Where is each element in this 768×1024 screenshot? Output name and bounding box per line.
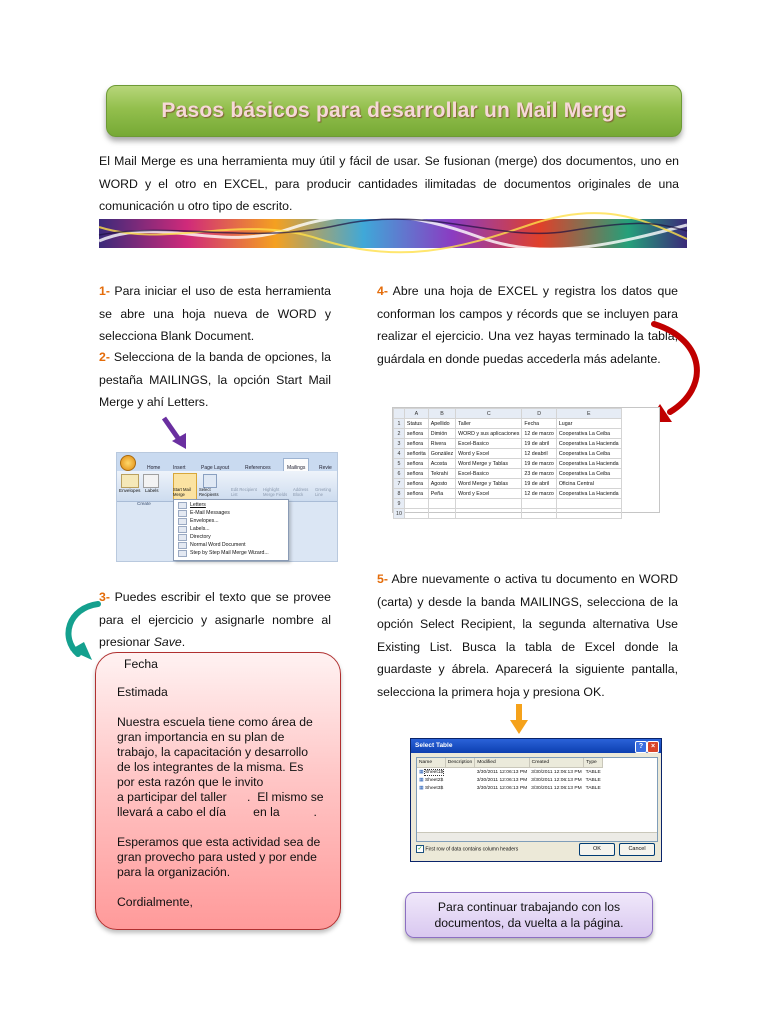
excel-cell: González [428,449,455,459]
menu-item-directory[interactable]: Directory [190,534,211,540]
help-icon[interactable]: ? [635,741,647,753]
excel-cell: Word Merge y Tablas [456,479,522,489]
excel-cell: Cooperativa La Ceiba [556,449,621,459]
excel-cell: señora [404,469,428,479]
excel-row [394,499,622,509]
excel-cell: Fecha [522,419,556,429]
excel-cell [404,499,428,509]
letter-body-line: a participar del taller . El mismo se [117,790,324,804]
excel-cell: 12 de marzo [522,429,556,439]
letter-body-line: Esperamos que esta actividad sea de [117,835,321,849]
tab-references: References [245,465,271,471]
letter-body-line: gran provecho para usted y por ende [117,850,317,864]
sheet-cell: 3/30/2011 12:06:13 PM [531,785,582,791]
step-text: Abre una hoja de EXCEL y registra los datos que conforman los campos y récords que se incluyen para realizar el ejercicio. Una vez hayas terminado la tabla, guárdala en donde puedas accederla más adelante. [377,284,678,366]
sheet-table-icon: ▦ [419,770,425,775]
excel-cell [428,499,455,509]
office-button-icon [120,455,136,471]
list-column-header[interactable]: Name [417,758,445,768]
excel-row-number: 8 [394,489,405,499]
letter-date: Fecha [124,657,158,671]
excel-row [394,469,622,479]
cancel-button[interactable]: Cancel [619,843,655,856]
envelopes-icon [121,474,139,488]
letter-body-line: de los integrantes de la misma. Es [117,760,304,774]
menu-item-wizard[interactable]: Step by Step Mail Merge Wizard... [190,550,269,556]
excel-cell: Agosto [428,479,455,489]
excel-row-number: 6 [394,469,405,479]
excel-cell: señora [404,489,428,499]
ribbon-band [117,471,337,502]
excel-cell: Taller [456,419,522,429]
excel-row [394,479,622,489]
excel-cell: 19 de marzo [522,459,556,469]
excel-cell: Cooperativa La Ceiba [556,429,621,439]
close-icon[interactable]: × [647,741,659,753]
excel-row-number: 1 [394,419,405,429]
excel-cell: señora [404,479,428,489]
excel-row [394,419,622,429]
step-3 [99,586,331,654]
page-title: Pasos básicos para desarrollar un Mail Merge [161,99,627,122]
step-text: Puedes escribir el texto que se provee para el ejercicio y asignarle nombre al presionar [99,590,331,649]
sheet-cell [445,768,474,777]
sheet-list-item[interactable] [417,768,603,777]
letter-body-line: gran importancia en su plan de [117,730,285,744]
excel-cell [556,499,621,509]
excel-cell: Cooperativa La Hacienda [556,489,621,499]
table-list [416,757,658,842]
ribbon-tabs [117,453,337,471]
excel-row [394,489,622,499]
start-mail-merge-menu [173,499,289,561]
step-text: Para iniciar el uso de esta herramienta se abre una hoja nueva de WORD y selecciona Blank Document. [99,284,331,343]
tab-page-layout: Page Layout [201,465,230,471]
sheet-name: Sheet3$ [424,786,444,791]
excel-cell: 12 deabril [522,449,556,459]
excel-cell [456,499,522,509]
sheet-cell: TABLE [585,777,601,783]
excel-row-number: 2 [394,429,405,439]
excel-row-number: 9 [394,499,405,509]
excel-table-screenshot [392,407,660,517]
list-column-header[interactable]: Type [584,758,603,768]
sheet-cell: 3/30/2011 12:06:13 PM [476,777,528,783]
excel-cell: Word y Excel [456,449,522,459]
teal-curved-arrow-icon [58,598,104,672]
list-column-header[interactable]: Created [529,758,583,768]
excel-cell: 12 de marzo [522,489,556,499]
letter-body-line: Nuestra escuela tiene como área de [117,715,313,729]
excel-cell: Rivera [428,439,455,449]
step-text-end: . [181,635,186,649]
step-number: 1- [99,284,110,298]
excel-cell: 19 de abril [522,439,556,449]
sheet-list-item[interactable] [417,776,603,784]
dialog-title: Select Table [415,742,453,749]
select-recipients-icon [203,474,217,488]
step-1 [99,280,331,348]
tab-home: Home [147,465,161,471]
step-number: 5- [377,572,388,586]
sheet-name: Sheet2$ [424,778,444,783]
letter-closing: Cordialmente, [117,895,193,909]
continue-note-text: Para continuar trabajando con los documentos, da vuelta a la página. [434,900,624,930]
excel-cell: señora [404,439,428,449]
sheet-cell [445,784,474,792]
menu-item-letters[interactable]: Letters [190,502,206,508]
label-icon [178,526,187,533]
excel-cell [456,509,522,519]
letter-body-line: por esta razón que le invito [117,775,264,789]
labels-icon [143,474,159,488]
excel-cell: Dimión [428,429,455,439]
excel-row-number: 7 [394,479,405,489]
highlight-merge-fields-label: Highlight Merge Fields [263,487,288,497]
menu-item-email[interactable]: E-Mail Messages [190,510,230,516]
intro-paragraph: El Mail Merge es una herramienta muy útil y fácil de usar. Se fusionan (merge) dos documentos, uno en WORD y el otro en EXCEL, para producir cantidades ilimitadas de documentos originales de una comunicación u otro tipo de escrito. [99,154,679,213]
excel-row-number: 5 [394,459,405,469]
excel-column-header: B [428,409,455,419]
select-table-dialog [410,738,662,862]
menu-item-envelopes[interactable]: Envelopes... [190,518,219,524]
sheet-cell: 3/30/2011 12:06:13 PM [476,769,528,775]
envelopes-label: Envelopes [119,488,141,493]
address-block-label: Address Block [293,487,309,497]
excel-cell: Apellido [428,419,455,429]
excel-cell: Status [404,419,428,429]
edit-recipient-list-label: Edit Recipient List [231,487,257,497]
excel-cell: Excel-Basico [456,469,522,479]
excel-column-header: A [404,409,428,419]
excel-row [394,439,622,449]
dialog-title-bar [411,739,661,753]
excel-cell: Cooperativa La Hacienda [556,459,621,469]
word-ribbon-screenshot [116,452,338,562]
start-mail-merge-label: Start Mail Merge [173,487,191,497]
sheet-cell [445,776,474,784]
excel-cell: Peña [428,489,455,499]
excel-cell: Cooperativa La Hacienda [556,439,621,449]
sheet-cell: 3/30/2011 12:06:13 PM [531,777,582,783]
menu-item-normal-document[interactable]: Normal Word Document [190,542,246,548]
excel-cell: 23 de marzo [522,469,556,479]
excel-cell [428,509,455,519]
sheet-name: Sheet1$ [424,770,444,775]
header-row-checkbox-label: First row of data contains column headers [425,846,519,853]
letter-body-line: para la organización. [117,865,231,879]
excel-column-header: C [456,409,522,419]
excel-cell: Oficina Central [556,479,621,489]
orange-down-arrow-icon [510,704,528,734]
horizontal-scrollbar[interactable] [417,832,657,841]
step-5 [377,568,678,703]
excel-cell: 19 de abril [522,479,556,489]
step-text: Selecciona de la banda de opciones, la pestaña MAILINGS, la opción Start Mail Merge y ahí Letters. [99,350,331,409]
sheet-cell: TABLE [585,769,601,775]
labels-label: Labels [145,488,159,493]
sheet-cell: 3/30/2011 12:06:13 PM [476,785,528,791]
envelope-icon [178,518,187,525]
select-recipients-label: Select Recipients [199,487,219,497]
letter-body-line: trabajo, la capacitación y desarrollo [117,745,309,759]
excel-row-number: 3 [394,439,405,449]
list-column-header[interactable]: Modified [475,758,529,768]
header-row-option [416,845,518,853]
letter-greeting: Estimada [117,685,168,699]
directory-icon [178,534,187,541]
excel-cell [522,499,556,509]
excel-cell [522,509,556,519]
excel-row [394,459,622,469]
tab-insert: Insert [173,465,186,471]
group-label-create: Create [137,501,151,506]
excel-cell: Lugar [556,419,621,429]
excel-row [394,449,622,459]
excel-cell: WORD y sus aplicaciones [456,429,522,439]
menu-item-labels[interactable]: Labels... [190,526,210,532]
header-row-checkbox[interactable]: ✓ [417,846,423,852]
wizard-icon [178,550,187,557]
sample-letter [95,652,341,930]
excel-cell: señorita [404,449,428,459]
title-banner [106,85,682,137]
step-number: 2- [99,350,110,364]
letter-body-line: llevará a cabo el día en la . [117,805,317,819]
sheet-table-icon: ▦ [419,778,425,783]
excel-row-number: 4 [394,449,405,459]
continue-note [405,892,653,938]
sheet-list-item[interactable] [417,784,603,792]
step-number: 4- [377,284,388,298]
letters-icon [178,502,187,509]
excel-row-number: 10 [394,509,405,519]
sheet-table-icon: ▦ [419,786,425,791]
excel-row [394,429,622,439]
excel-cell [404,509,428,519]
step-text-emphasis: Save [153,635,182,649]
step-4 [377,280,678,370]
excel-cell: Word Merge y Tablas [456,459,522,469]
purple-arrow-icon [160,415,190,451]
step-number: 3- [99,590,110,604]
tab-review: Revie [319,465,332,471]
excel-cell: Tekrahi [428,469,455,479]
decorative-swirl-band [99,219,687,248]
sheet-cell: TABLE [585,785,601,791]
step-2 [99,346,331,414]
excel-cell: Excel-Basico [456,439,522,449]
excel-cell: Acosta [428,459,455,469]
ok-button[interactable]: OK [579,843,615,856]
sheet-cell: 3/30/2011 12:06:13 PM [531,769,582,775]
excel-row [394,509,622,519]
excel-column-header: E [556,409,621,419]
excel-grid [393,408,622,519]
tab-mailings: Mailings [283,458,309,472]
excel-cell: señora [404,459,428,469]
excel-cell: señora [404,429,428,439]
excel-cell [556,509,621,519]
greeting-line-label: Greeting Line [315,487,332,497]
excel-cell: Cooperativa La Ceiba [556,469,621,479]
step-text: Abre nuevamente o activa tu documento en WORD (carta) y desde la banda MAILINGS, selecciona de la opción Select Recipient, la segunda alternativa Use Existing List. Busca la tabla de Excel donde la guardaste y ábrela. Aparecerá la siguiente pantalla, selecciona la primera hoja y presiona OK. [377,572,678,699]
excel-column-header: D [522,409,556,419]
document-icon [178,542,187,549]
email-icon [178,510,187,517]
excel-column-header [394,409,405,419]
excel-cell: Word y Excel [456,489,522,499]
list-column-header[interactable]: Description [445,758,474,768]
